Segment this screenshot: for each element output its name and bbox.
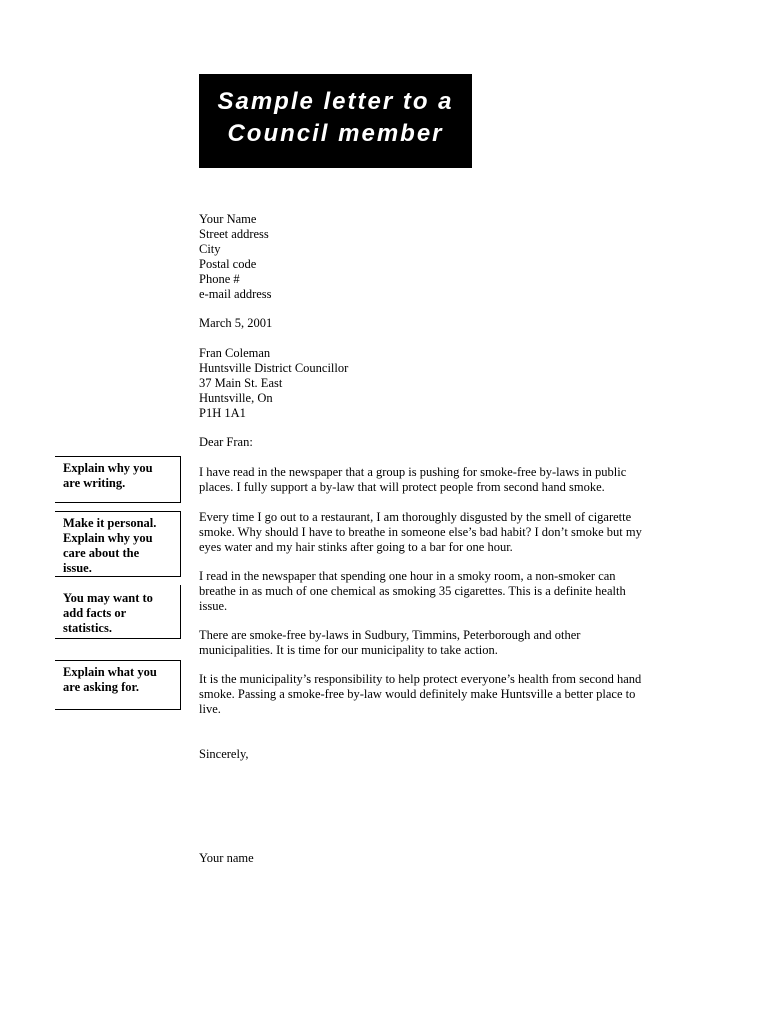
paragraph-line: issue.: [199, 599, 228, 613]
note-line: issue.: [63, 561, 92, 575]
paragraph-3: [199, 569, 669, 614]
recipient-title: Huntsville District Councillor: [199, 361, 349, 375]
sender-city: City: [199, 242, 221, 256]
title-line-1: Sample letter to a: [217, 88, 454, 115]
paragraph-4: [199, 628, 669, 658]
margin-note-asking-for: [55, 660, 181, 710]
sender-postal: Postal code: [199, 257, 257, 271]
note-line: add facts or: [63, 606, 127, 620]
sender-name: Your Name: [199, 212, 257, 226]
paragraph-line: places. I fully support a by-law that will protect people from second hand smoke.: [199, 480, 605, 494]
recipient-name: Fran Coleman: [199, 346, 271, 360]
letter-date: March 5, 2001: [199, 316, 273, 330]
note-line: Make it personal.: [63, 516, 157, 530]
paragraph-1: [199, 465, 669, 495]
note-line: are writing.: [63, 476, 126, 490]
paragraph-5: [199, 672, 669, 717]
recipient-city: Huntsville, On: [199, 391, 273, 405]
note-line: Explain why you: [63, 531, 153, 545]
paragraph-line: Every time I go out to a restaurant, I am thoroughly disgusted by the smell of cigarette: [199, 510, 632, 524]
recipient-address: [199, 346, 669, 421]
title-line-2: Council member: [227, 120, 444, 147]
paragraph-line: I have read in the newspaper that a group is pushing for smoke-free by-laws in public: [199, 465, 627, 479]
note-line: statistics.: [63, 621, 112, 635]
note-line: Explain what you: [63, 665, 157, 679]
note-line: Explain why you: [63, 461, 153, 475]
paragraph-line: It is the municipality’s responsibility to help protect everyone’s health from second hand: [199, 672, 642, 686]
note-line: You may want to: [63, 591, 153, 605]
note-line: care about the: [63, 546, 140, 560]
paragraph-line: eyes water and my hair stinks after going to a bar for one hour.: [199, 540, 513, 554]
paragraph-line: live.: [199, 702, 221, 716]
sender-street: Street address: [199, 227, 269, 241]
paragraph-2: [199, 510, 669, 555]
paragraph-line: There are smoke-free by-laws in Sudbury, Timmins, Peterborough and other: [199, 628, 581, 642]
recipient-street: 37 Main St. East: [199, 376, 283, 390]
salutation: Dear Fran:: [199, 435, 253, 449]
sender-address: [199, 212, 669, 302]
sender-email: e-mail address: [199, 287, 272, 301]
signature: Your name: [199, 851, 254, 865]
paragraph-line: smoke. Passing a smoke-free by-law would definitely make Huntsville a better place to: [199, 687, 636, 701]
paragraph-line: municipalities. It is time for our municipality to take action.: [199, 643, 498, 657]
margin-note-why-writing: [55, 456, 181, 503]
document-title: [199, 74, 472, 168]
closing: Sincerely,: [199, 747, 249, 761]
paragraph-line: breathe in as much of one chemical as smoking 35 cigarettes. This is a definite health: [199, 584, 626, 598]
margin-note-make-personal: [55, 511, 181, 577]
paragraph-line: I read in the newspaper that spending one hour in a smoky room, a non-smoker can: [199, 569, 616, 583]
note-line: are asking for.: [63, 680, 140, 694]
paragraph-line: smoke. Why should I have to breathe in someone else’s bad habit? I don’t smoke but my: [199, 525, 642, 539]
recipient-postal: P1H 1A1: [199, 406, 246, 420]
margin-note-facts: [55, 585, 181, 639]
sender-phone: Phone #: [199, 272, 240, 286]
